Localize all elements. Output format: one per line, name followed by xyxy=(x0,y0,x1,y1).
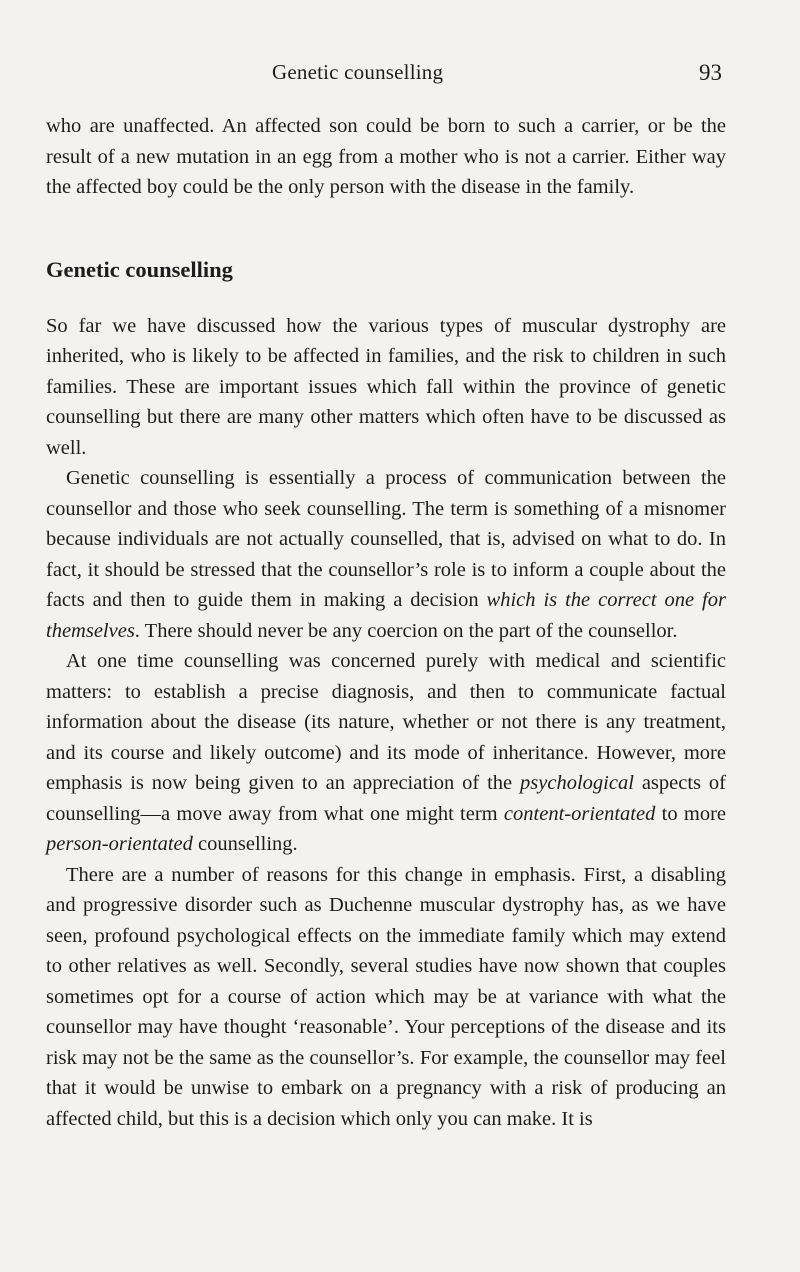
section-heading: Genetic counselling xyxy=(46,256,233,282)
paragraph-3-emphasis-2: content-orientated xyxy=(503,802,656,825)
paragraph-3-text-b: aspects of counselling—a move away from what one might term xyxy=(46,772,726,825)
paragraph-3 xyxy=(46,646,726,860)
paragraph-2 xyxy=(46,463,726,646)
paragraph-2-text-a: Genetic counselling is essentially a process of communication between the counsellor and those who seek counselling. The term is something of a misnomer because individuals are not actually counselled, that is, advised on what to do. In fact, it should be stressed that the counsellor’s role is to inform a couple about the facts and then to guide them in making a decision xyxy=(46,467,726,611)
running-head xyxy=(0,60,800,90)
paragraph-3-text-c: to more xyxy=(655,802,727,825)
paragraph-3-emphasis-1: psychological xyxy=(520,772,634,794)
paragraph-continued: who are unaffected. An affected son could be born to such a carrier, or be the result of a new mutation in an egg from a mother who is not a carrier. Either way the affected boy could be the only person with the disease in the family. xyxy=(46,115,726,198)
body-text xyxy=(46,111,726,1134)
paragraph-3-emphasis-3: person-orientated xyxy=(46,833,193,855)
page-number: 93 xyxy=(699,60,722,85)
paragraph-2-emphasis: which is the correct one for themselves xyxy=(46,589,726,642)
paragraph-3-text-a: At one time counselling was concerned purely with medical and scientific matters: to establish a precise diagnosis, and then to communicate factual information about the disease (its nature, whether or not there is any treatment, and its course and likely outcome) and its mode of inheritance. However, more emphasis is now being given to an appreciation of the xyxy=(46,650,726,794)
paragraph-1: So far we have discussed how the various types of muscular dystrophy are inherited, who is likely to be affected in families, and the risk to children in such families. These are important issues which fall within the province of genetic counselling but there are many other matters which often have to be discussed as well. xyxy=(46,314,726,459)
running-head-title: Genetic counselling xyxy=(272,60,444,84)
paragraph-4: There are a number of reasons for this change in emphasis. First, a disabling and progressive disorder such as Duchenne muscular dystrophy has, as we have seen, profound psychological effects on the immediate family which may extend to other relatives as well. Secondly, several studies have now shown that couples sometimes opt for a course of action which may be at variance with what the counsellor may have thought ‘reasonable’. Your perceptions of the disease and its risk may not be the same as the counsellor’s. For example, the counsellor may feel that it would be unwise to embark on a pregnancy with a risk of producing an affected child, but this is a decision which only you can make. It is xyxy=(46,863,726,1130)
paragraph-3-text-d: counselling. xyxy=(192,833,298,855)
paragraph-2-text-b: . There should never be any coercion on the part of the counsellor. xyxy=(134,619,678,642)
